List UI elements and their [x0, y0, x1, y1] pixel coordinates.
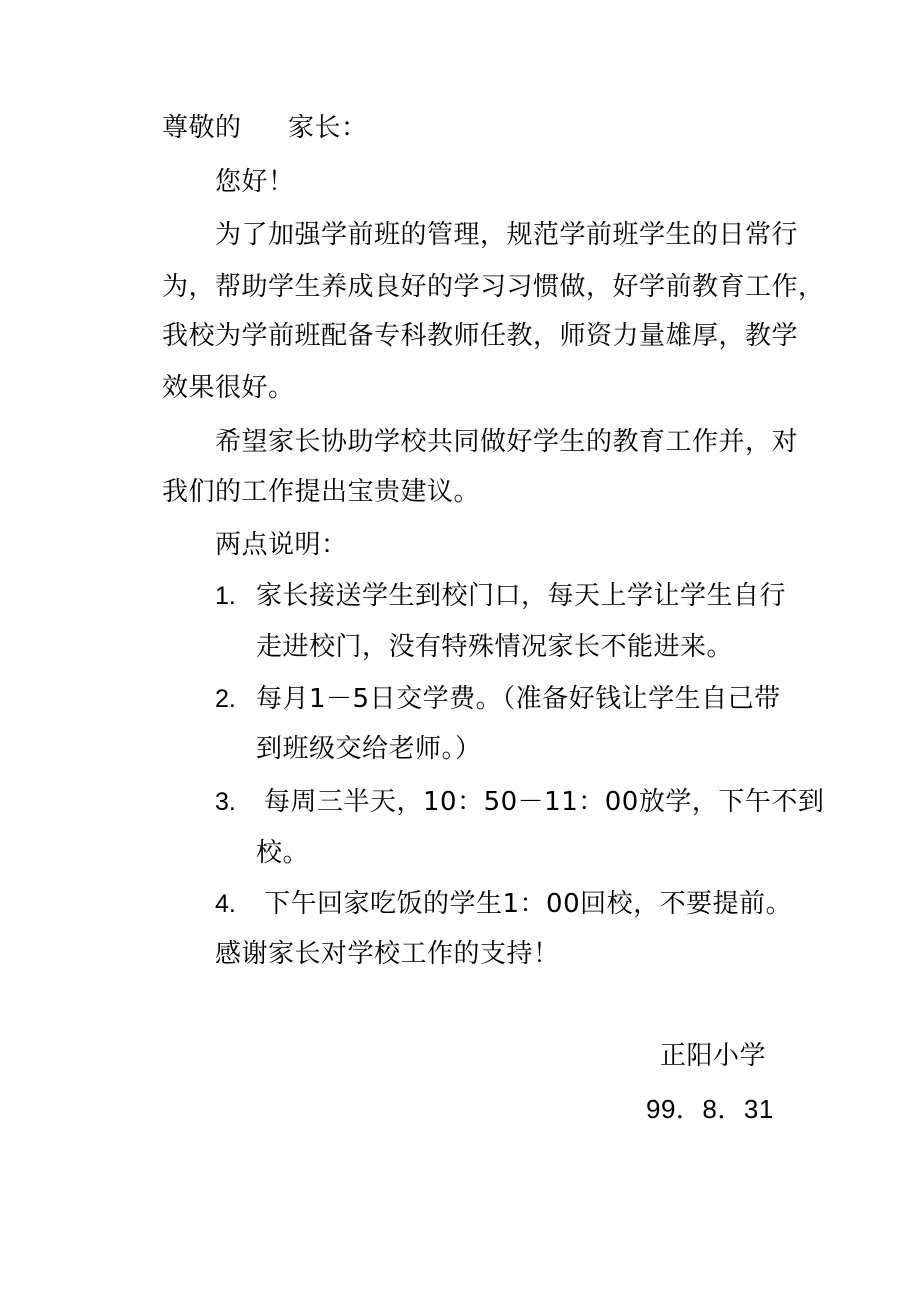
item-text-line: 每月1－5日交学费。（准备好钱让学生自己带: [256, 684, 781, 714]
greeting: 您好！: [215, 167, 295, 197]
item-number: 4.: [215, 890, 236, 918]
item-text-line: 走进校门，没有特殊情况家长不能进来。: [256, 632, 734, 662]
item-text-line: 家长接送学生到校门口，每天上学让学生自行: [256, 581, 787, 611]
item-number: 1.: [215, 582, 236, 610]
para2-line2: 我们的工作提出宝贵建议。: [162, 477, 481, 507]
salutation-right: 家长：: [288, 113, 368, 143]
notes-heading: 两点说明：: [215, 530, 348, 560]
item-text-line: 到班级交给老师。）: [256, 734, 482, 764]
item-number: 3.: [215, 788, 236, 816]
item-text-line: 下午回家吃饭的学生1：00回校，不要提前。: [264, 889, 793, 919]
para1-line1: 为了加强学前班的管理，规范学前班学生的日常行: [215, 220, 799, 250]
item-number: 2.: [215, 685, 236, 713]
para1-line3: 我校为学前班配备专科教师任教，师资力量雄厚，教学: [162, 321, 799, 351]
date: 99．8．31: [646, 1094, 774, 1124]
salutation-left: 尊敬的: [162, 113, 242, 143]
para1-line2: 为，帮助学生养成良好的学习习惯做，好学前教育工作，: [162, 272, 825, 302]
item-text-line: 校。: [256, 838, 310, 868]
item-text-line: 每周三半天，10：50－11：00放学，下午不到: [264, 787, 825, 817]
para1-line4: 效果很好。: [162, 373, 295, 403]
signature: 正阳小学: [660, 1041, 767, 1071]
para2-line1: 希望家长协助学校共同做好学生的教育工作并，对: [215, 427, 799, 457]
thanks-line: 感谢家长对学校工作的支持！: [215, 939, 560, 969]
